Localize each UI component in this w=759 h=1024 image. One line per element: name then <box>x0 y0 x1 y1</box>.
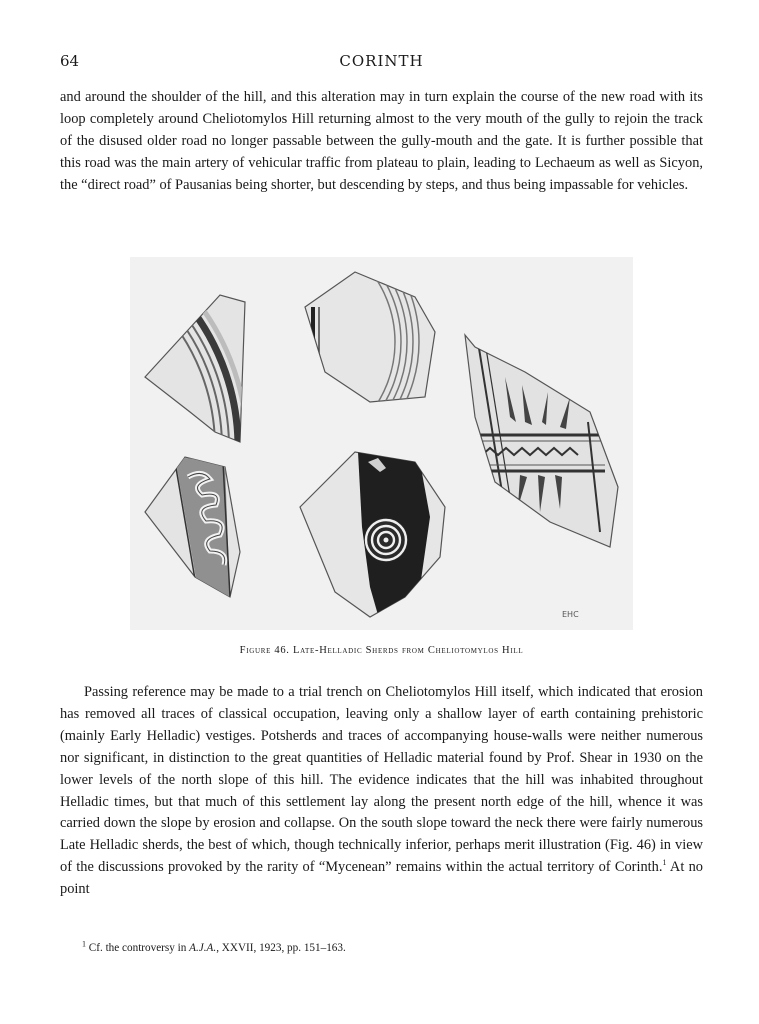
paragraph-top: and around the shoulder of the hill, and this alteration may in turn explain the course of the new road with its loop completely around Cheliotomylos Hill returning almost to the very mouth of the gully to rejoin the track of the disused older road no longer passable between the gully-mouth and the gate. It is further possible that this road was the main artery of vehicular traffic from plateau to plain, leading to Lechaeum as well as Sicyon, the “direct road” of Pausanias being shorter, but descending by steps, and thus being impassable for vehicles. <box>60 89 703 193</box>
footnote-reference: 1 <box>662 858 667 868</box>
paragraph-bottom-text: Passing reference may be made to a trial trench on Cheliotomylos Hill itself, which indicated that erosion has removed all traces of classical occupation, leaving only a shallow layer of earth containing prehistoric (mainly Early Helladic) vestiges. Potsherds and traces of accompanying house-walls were neither numerous nor significant, in distinction to the great quantities of Helladic material found by Prof. Shear in 1930 on the lower levels of the north slope of this hill. The evidence indicates that the hill was inhabited throughout Helladic times, but that much of this settlement lay along the present north edge of the hill, whence it was carried down the slope by erosion and collapse. On the south slope toward the neck there were fairly numerous Late Helladic sherds, the best of which, though technically inferior, perhaps merit illustration (Fig. 46) in view of the discussions provoked by the rarity of “Mycenean” remains within the actual territory of Corinth. <box>60 684 703 876</box>
footnote-journal: A.J.A. <box>189 942 217 954</box>
figure-caption: Figure 46. Late-Helladic Sherds from Cheliotomylos Hill <box>239 645 524 656</box>
footnote-mark: 1 <box>82 939 86 949</box>
sherd-3 <box>465 335 618 547</box>
page-number: 64 <box>60 52 80 70</box>
paragraph-bottom-tail: At no point <box>60 859 703 898</box>
footnote-text-after: , XXVII, 1923, pp. 151–163. <box>216 942 346 954</box>
sherds-illustration <box>130 257 633 630</box>
footnote-text-before: Cf. the controversy in <box>86 942 190 954</box>
running-title: CORINTH <box>339 52 424 70</box>
paragraph-bottom <box>60 682 703 901</box>
artist-initials: EHC <box>562 610 579 619</box>
running-head <box>60 52 703 72</box>
sherd-5 <box>300 452 445 622</box>
figure-plate <box>130 257 633 630</box>
footnote <box>82 939 702 954</box>
sherd-4 <box>145 451 240 602</box>
